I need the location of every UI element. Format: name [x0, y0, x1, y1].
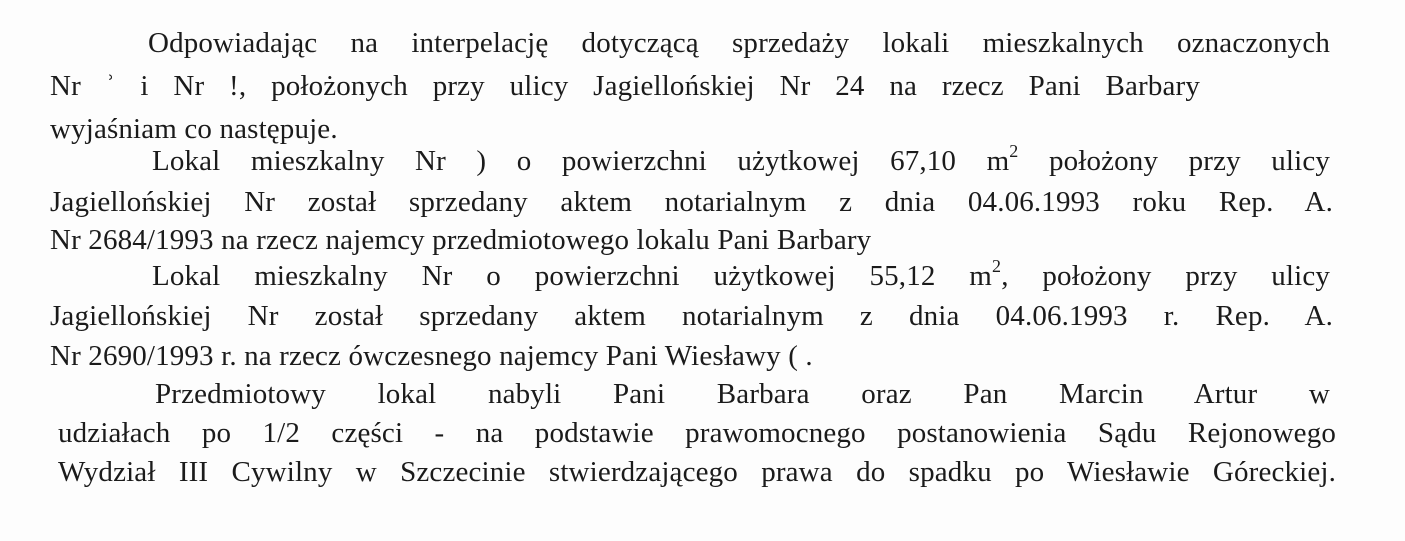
- document-text-line: Jagiellońskiej Nr został sprzedany aktem notarialnym z dnia 04.06.1993 roku Rep. A.: [50, 186, 1333, 218]
- document-text-line: [152, 142, 1330, 180]
- text-segment: Lokal mieszkalny Nr ) o powierzchni użytkowej 67,10 m: [152, 145, 1010, 177]
- text-segment: , położony przy ulicy: [1001, 260, 1331, 292]
- superscript: 2: [992, 256, 1002, 276]
- document-text-line: Nr 2690/1993 r. na rzecz ówczesnego najemcy Pani Wiesławy ( .: [50, 340, 813, 372]
- document-text-line: udziałach po 1/2 części - na podstawie prawomocnego postanowienia Sądu Rejonowego: [58, 417, 1336, 449]
- document-text-line: Wydział III Cywilny w Szczecinie stwierdzającego prawa do spadku po Wiesławie Góreckiej.: [58, 456, 1336, 488]
- document-text-line: Jagiellońskiej Nr został sprzedany aktem notarialnym z dnia 04.06.1993 r. Rep. A.: [50, 300, 1333, 332]
- document-text-line: wyjaśniam co następuje.: [50, 113, 338, 145]
- text-segment: położony przy ulicy: [1018, 145, 1330, 177]
- document-text-line: Przedmiotowy lokal nabyli Pani Barbara oraz Pan Marcin Artur w: [155, 378, 1330, 410]
- superscript: 2: [1009, 141, 1019, 161]
- document-text-line: Odpowiadając na interpelację dotyczącą sprzedaży lokali mieszkalnych oznaczonych: [148, 27, 1330, 59]
- document-text-line: [152, 257, 1330, 295]
- text-segment: Lokal mieszkalny Nr o powierzchni użytkowej 55,12 m: [152, 260, 993, 292]
- document-text-line: Nr ʾ i Nr !, położonych przy ulicy Jagiellońskiej Nr 24 na rzecz Pani Barbary: [50, 70, 1200, 102]
- document-text-line: Nr 2684/1993 na rzecz najemcy przedmiotowego lokalu Pani Barbary: [50, 224, 872, 256]
